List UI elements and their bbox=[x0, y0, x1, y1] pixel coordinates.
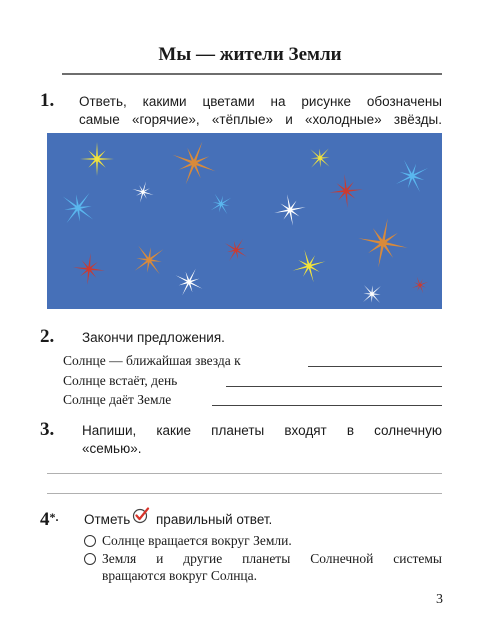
light-blue-star-icon bbox=[396, 160, 428, 192]
q4-number-digit: 4 bbox=[40, 509, 50, 530]
q1-line1: Ответь, какими цветами на рисунке обозначены bbox=[79, 94, 442, 109]
q2-sentence-2: Солнце встаёт, день bbox=[63, 373, 178, 388]
q4-star-mark: *. bbox=[49, 510, 59, 524]
q3-answer-line-2[interactable] bbox=[47, 493, 442, 494]
q3-line2: «семью». bbox=[82, 441, 142, 456]
stars-illustration bbox=[47, 133, 442, 309]
q4-option-1-text: Солнце вращается вокруг Земли. bbox=[102, 533, 292, 548]
white-star-icon bbox=[176, 269, 203, 296]
white-star-icon bbox=[274, 194, 305, 225]
yellow-star-icon bbox=[310, 148, 329, 167]
page-title: Мы — жители Земли bbox=[158, 44, 342, 65]
white-star-icon bbox=[363, 285, 381, 303]
q4-option-1-radio[interactable] bbox=[84, 535, 96, 547]
q2-answer-line-1[interactable] bbox=[308, 366, 442, 367]
title-underline bbox=[62, 73, 442, 75]
q4-option-2-line2: вращаются вокруг Солнца. bbox=[102, 568, 258, 583]
q4-number bbox=[40, 510, 59, 530]
q4-text-before: Отметь bbox=[84, 512, 131, 527]
q1-line2: самые «горячие», «тёплые» и «холодные» звёзды. bbox=[79, 112, 442, 127]
page-number: 3 bbox=[436, 592, 443, 607]
q2-answer-line-2[interactable] bbox=[226, 386, 442, 387]
q2-text: Закончи предложения. bbox=[82, 330, 225, 345]
red-star-icon bbox=[329, 174, 363, 208]
q3-answer-line-1[interactable] bbox=[47, 473, 442, 474]
check-mark-icon bbox=[132, 506, 150, 524]
light-blue-star-icon bbox=[63, 193, 93, 223]
yellow-star-icon bbox=[80, 142, 114, 176]
q4-option-2-radio[interactable] bbox=[84, 553, 96, 565]
orange-star-icon bbox=[358, 218, 407, 267]
q2-answer-line-3[interactable] bbox=[212, 405, 442, 406]
light-blue-star-icon bbox=[211, 194, 231, 214]
q4-option-2-line1: Земля и другие планеты Солнечной системы bbox=[102, 551, 442, 566]
white-star-icon bbox=[132, 181, 153, 202]
red-star-icon bbox=[225, 239, 247, 261]
q2-sentence-3: Солнце даёт Земле bbox=[63, 392, 172, 407]
red-star-icon bbox=[73, 253, 105, 285]
orange-star-icon bbox=[135, 246, 164, 275]
q1-number: 1. bbox=[40, 90, 55, 111]
yellow-star-icon bbox=[293, 250, 326, 283]
star-picture bbox=[47, 133, 442, 309]
q3-number: 3. bbox=[40, 419, 55, 440]
q2-sentence-1: Солнце — ближайшая звезда к bbox=[63, 353, 241, 368]
q3-line1: Напиши, какие планеты входят в солнечную bbox=[82, 423, 442, 438]
q4-text-after: правильный ответ. bbox=[156, 512, 273, 527]
red-star-icon bbox=[412, 277, 429, 294]
q2-number: 2. bbox=[40, 326, 55, 347]
orange-star-icon bbox=[173, 142, 216, 185]
